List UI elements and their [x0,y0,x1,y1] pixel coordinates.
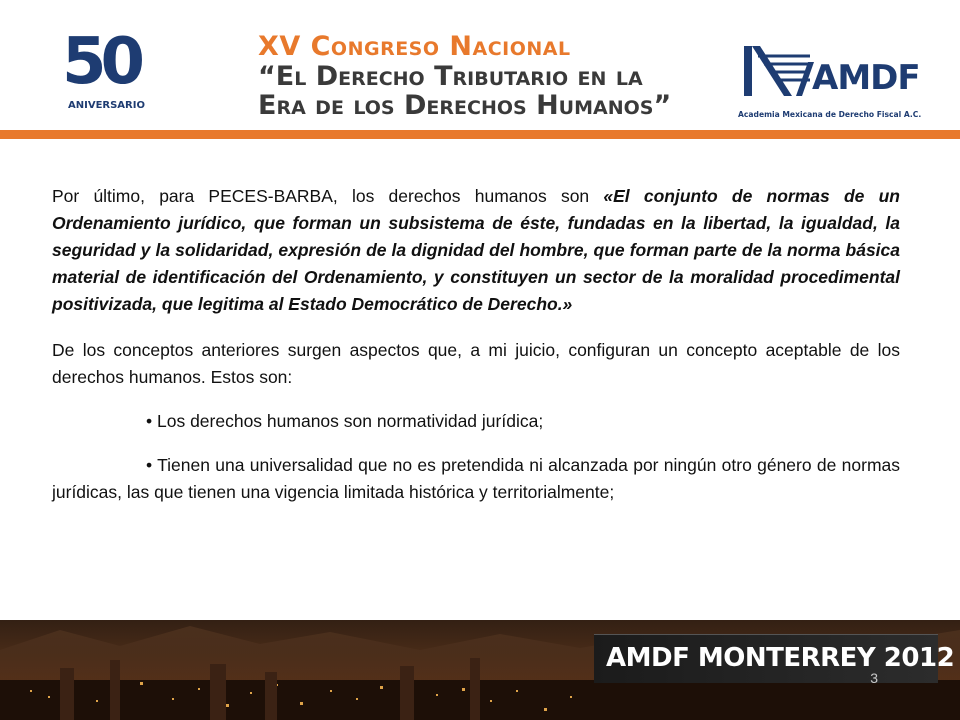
congress-title [258,32,678,120]
paragraph-intro: Por último, para PECES-BARBA, los derechos humanos son [52,186,604,206]
event-banner [594,634,955,683]
page-number: 3 [870,670,878,686]
bullet-item-2: • Tienen una universalidad que no es pretendida ni alcanzada por ningún otro género de normas jurídicas, las que tienen una vigencia limitada histórica y territorialmente; [52,455,900,502]
event-banner-text: AMDF MONTERREY 2012 [606,643,955,673]
amdf-logo [738,40,934,125]
slide-body [52,183,900,506]
congress-title-line-3: Era de los Derechos Humanos” [258,90,672,121]
header-divider [0,130,960,139]
slide-header [0,0,960,140]
amdf-full-name: Academia Mexicana de Derecho Fiscal A.C. [738,110,922,119]
congress-title-line-2: “El Derecho Tributario en la [258,61,643,92]
paragraph-peces-barba [52,183,900,318]
amdf-emblem-icon [738,42,818,102]
bullet-item-1: • Los derechos humanos son normatividad jurídica; [146,411,544,431]
anniversary-word: ANIVERSARIO [68,100,145,111]
anniversary-number: 50 [62,25,140,99]
footer-city-photo [0,620,960,720]
definition-quote: «El conjunto de normas de un Ordenamiento jurídico, que forman un subsistema de éste, fundadas en la libertad, la igualdad, la seguridad y la solidaridad, expresión de la dignidad del hombre, que forman parte de la norma básica material de identificación del Ordenamiento, y constituyen un sector de la moralidad procedimental positivizada, que legitima al Estado Democrático de Derecho.» [52,186,900,314]
amdf-wordmark: AMDF [812,58,920,98]
anniversary-logo [62,25,172,125]
congress-title-line-1: XV Congreso Nacional [258,31,571,62]
paragraph-concepts: De los conceptos anteriores surgen aspectos que, a mi juicio, configuran un concepto aceptable de los derechos humanos. Estos son: [52,340,900,387]
